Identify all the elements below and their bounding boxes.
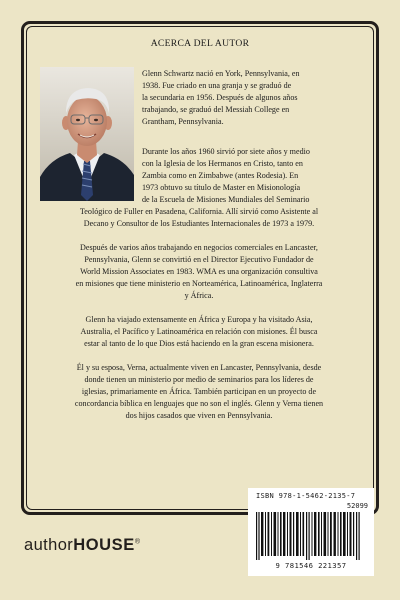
barcode-digits: 9 781546 221357 — [275, 561, 347, 570]
text-line: dos hijos casados que viven en Pennsylvania. — [125, 411, 273, 420]
section-heading: ACERCA DEL AUTOR — [150, 38, 250, 49]
text-line: y África. — [184, 291, 214, 300]
text-line: 1938. Fue criado en una granja y se graduó de — [142, 81, 292, 90]
text-line: de la Escuela de Misiones Mundiales del Seminario — [142, 195, 310, 204]
text-line: Teológico de Fuller en Pasadena, California. Allí sirvió como Asistente al — [79, 207, 319, 216]
author-photo-icon — [40, 67, 134, 201]
text-line: iglesias, primariamente en África. También participan en un proyecto de — [81, 387, 317, 396]
publisher-name-part1: author — [24, 536, 74, 554]
text-line: trabajando, se graduó del Messiah College en — [142, 105, 290, 114]
author-photo — [40, 67, 134, 201]
text-line: Durante los años 1960 sirvió por siete años y medio — [142, 147, 310, 156]
paragraph-2 — [142, 146, 310, 206]
text-line: Decano y Consultor de los Estudiantes Internacionales de 1973 a 1979. — [83, 219, 315, 228]
text-line: Grantham, Pennsylvania. — [142, 117, 224, 126]
publisher-logo — [24, 536, 140, 555]
text-line: en misiones que tiene ministerio en Norteamérica, Latinoamérica, Inglaterra — [75, 279, 323, 288]
text-line: Glenn Schwartz nació en York, Pennsylvania, en — [142, 69, 300, 78]
text-line: la secundaria en 1956. Después de algunos años — [142, 93, 298, 102]
text-line: estar al tanto de lo que Dios está haciendo en la gran escena misionera. — [84, 339, 314, 348]
text-line: Él y su esposa, Verna, actualmente viven en Lancaster, Pennsylvania, desde — [76, 363, 322, 372]
price-code: 52099 — [346, 502, 368, 510]
paragraph-4 — [38, 314, 360, 350]
paragraph-3 — [38, 242, 360, 302]
text-line: con la Iglesia de los Hermanos en Cristo, tanto en — [142, 159, 303, 168]
text-line: concordancia bíblica en lenguajes que no son el inglés. Glenn y Verna tienen — [74, 399, 324, 408]
barcode-label — [248, 488, 374, 576]
text-line: donde tienen un ministerio por medio de seminarios para los líderes de — [84, 375, 314, 384]
text-line: Australia, el Pacífico y Latinoamérica en relación con misiones. Él busca — [80, 327, 318, 336]
text-line: World Mission Associates en 1983. WMA es una organización consultiva — [80, 267, 318, 276]
paragraph-1 — [142, 68, 300, 128]
text-line: Zambia como en Zimbabwe (antes Rodesia). En — [142, 171, 299, 180]
paragraph-2-continued — [38, 206, 360, 230]
text-line: Pennsylvania, Glenn se convirtió en el Director Ejecutivo Fundador de — [84, 255, 314, 264]
text-line: 1973 obtuvo su título de Master en Misionología — [142, 183, 301, 192]
isbn-text: ISBN 978-1-5462-2135-7 — [256, 492, 356, 500]
text-line: Glenn ha viajado extensamente en África y Europa y ha visitado Asia, — [85, 315, 313, 324]
registered-mark: ® — [134, 538, 141, 546]
barcode-icon — [256, 512, 366, 560]
publisher-name-part2: HOUSE — [73, 536, 135, 554]
paragraph-5 — [38, 362, 360, 422]
text-line: Después de varios años trabajando en negocios comerciales en Lancaster, — [80, 243, 318, 252]
